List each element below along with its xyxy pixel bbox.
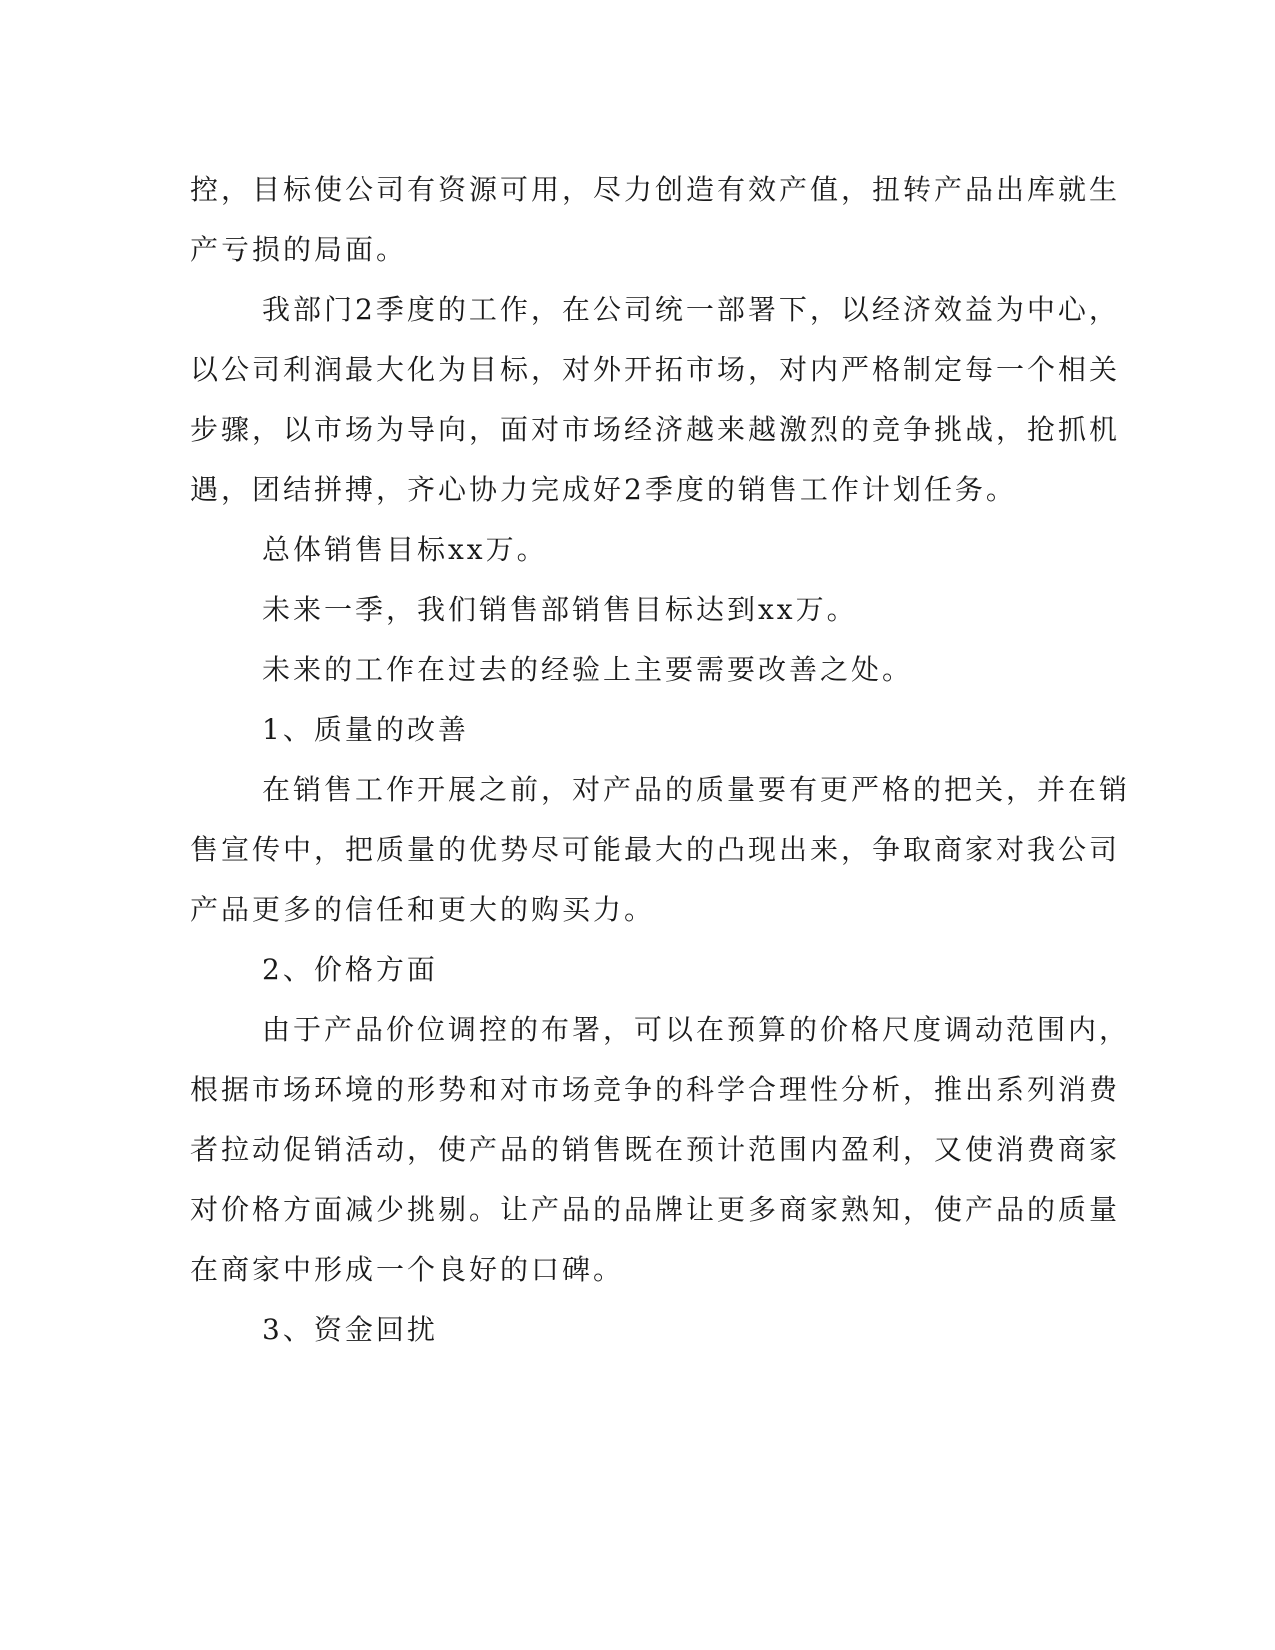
text-line: 由于产品价位调控的布署，可以在预算的价格尺度调动范围内，: [262, 1013, 1131, 1046]
text-line: 未来一季，我们销售部销售目标达到xx万。: [262, 593, 858, 626]
paragraph: [190, 640, 1065, 700]
paragraph: [190, 280, 1121, 520]
text-line: 以公司利润最大化为目标，对外开拓市场，对内严格制定每一个相关: [190, 353, 1121, 386]
text-line: 产品更多的信任和更大的购买力。: [190, 893, 656, 926]
text-line: 1、质量的改善: [262, 713, 469, 746]
text-line: 根据市场环境的形势和对市场竞争的科学合理性分析，推出系列消费: [190, 1073, 1121, 1106]
text-line: 遇，团结拼搏，齐心协力完成好2季度的销售工作计划任务。: [190, 473, 1017, 506]
paragraph: [190, 520, 1065, 580]
text-line: 售宣传中，把质量的优势尽可能最大的凸现出来，争取商家对我公司: [190, 833, 1121, 866]
paragraph: [190, 1000, 1131, 1300]
document-body: [190, 160, 1131, 1360]
text-line: 未来的工作在过去的经验上主要需要改善之处。: [262, 653, 914, 686]
text-line: 我部门2季度的工作，在公司统一部署下，以经济效益为中心，: [262, 293, 1120, 326]
section-heading: [190, 940, 1065, 1000]
text-line: 对价格方面减少挑剔。让产品的品牌让更多商家熟知，使产品的质量: [190, 1193, 1121, 1226]
text-line: 控，目标使公司有资源可用，尽力创造有效产值，扭转产品出库就生: [190, 173, 1121, 206]
paragraph: [190, 580, 1065, 640]
text-line: 产亏损的局面。: [190, 233, 408, 266]
paragraph: [190, 760, 1131, 940]
text-line: 者拉动促销活动，使产品的销售既在预计范围内盈利，又使消费商家: [190, 1133, 1121, 1166]
text-line: 2、价格方面: [262, 953, 438, 986]
text-line: 在商家中形成一个良好的口碑。: [190, 1253, 625, 1286]
text-line: 步骤，以市场为导向，面对市场经济越来越激烈的竞争挑战，抢抓机: [190, 413, 1121, 446]
section-heading: [190, 700, 1065, 760]
text-line: 在销售工作开展之前，对产品的质量要有更严格的把关，并在销: [262, 773, 1131, 806]
text-line: 总体销售目标xx万。: [262, 533, 548, 566]
paragraph: [190, 160, 1121, 280]
text-line: 3、资金回扰: [262, 1313, 438, 1346]
section-heading: [190, 1300, 1065, 1360]
